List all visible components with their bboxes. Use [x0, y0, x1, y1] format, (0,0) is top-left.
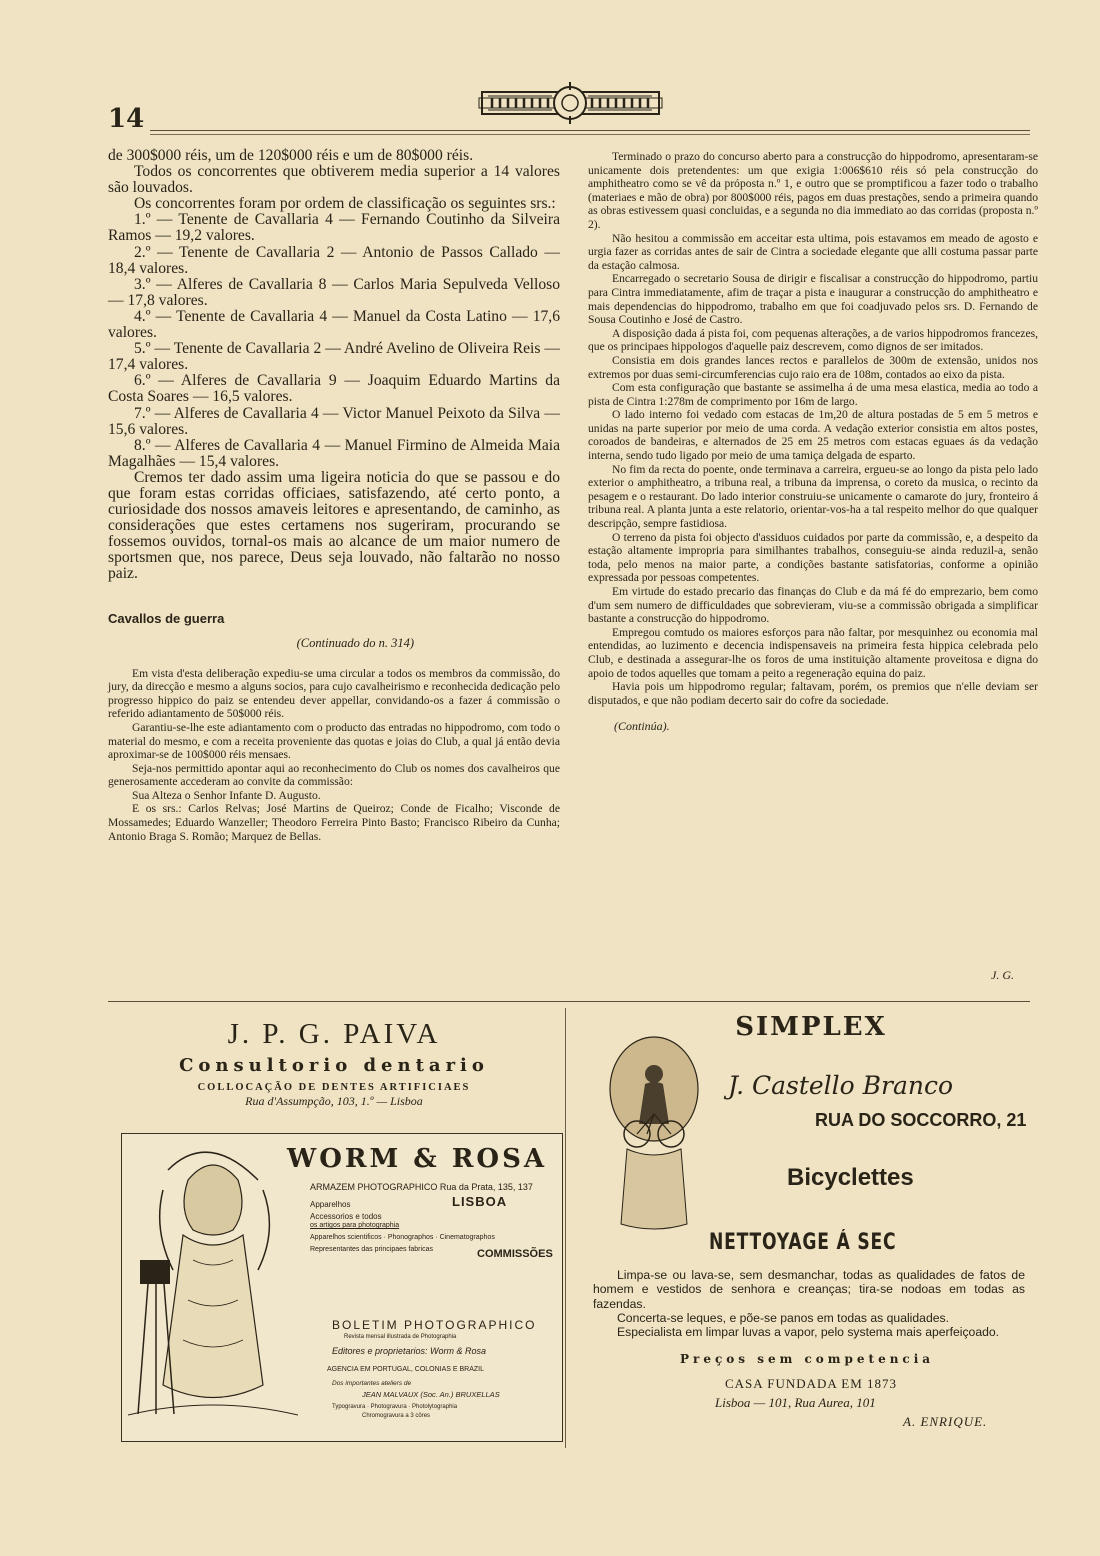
masthead-logo [478, 78, 663, 126]
worm-line4: os artigos para photographia [310, 1222, 400, 1229]
ranking-entry: 2.º — Tenente de Cavallaria 2 — Antonio de Passos Callado — 18,4 valores. [108, 243, 560, 277]
paiva-name: J. P. G. PAIVA [227, 1018, 441, 1050]
worm-line5: Apparelhos scientificos · Phonographos · Cinematographos [310, 1234, 495, 1241]
worm-line3: Accessorios e todos [310, 1212, 382, 1221]
page-number: 14 [108, 104, 145, 134]
paragraph: Seja-nos permittido apontar aqui ao reconhecimento do Club os nomes dos cavalheiros que generosamente accederam ao convite da commissão: [108, 761, 560, 789]
paragraph: Empregou comtudo os maiores esforços para não faltar, por mesquinhez ou economia mal entendidas, ao luzimento e decencia indispensaveis na primeira festa hippica celebrada pelo Club, e destinada a assegurar-lhe os foros de uma instituição altamente proveitosa e digna do apoio de todos aquelles que tomam a peito a regeneração equina do paiz. [588, 625, 1038, 680]
section-title: Cavallos de guerra [108, 610, 225, 626]
boletim-title: BOLETIM PHOTOGRAPHICO [332, 1318, 537, 1332]
results-article [108, 148, 560, 583]
paiva-service: COLLOCAÇÃO DE DENTES ARTIFICIAES [197, 1082, 471, 1093]
ranking-entry: 6.º — Alferes de Cavallaria 9 — Joaquim Eduardo Martins da Costa Soares — 16,5 valores. [108, 372, 560, 406]
casa-fundada: CASA FUNDADA EM 1873 [725, 1376, 898, 1391]
ad-signature: A. ENRIQUE. [903, 1414, 988, 1429]
paragraph: A disposição dada á pista foi, com pequenas alterações, a de varios hippodromos francezes, que os principaes hippologos d'aquelle paiz descrevem, como dignos de ser imitados. [588, 326, 1038, 354]
boletim-ateliers: Dos importantes ateliers de [332, 1380, 412, 1387]
shop-address: Lisboa — 101, Rua Aurea, 101 [715, 1395, 876, 1410]
paragraph: Não hesitou a commissão em acceitar esta ultima, pois estavamos em meado de agosto e urgia fazer as corridas antes de sair de Cintra a sociedade elegante que alli costuma passar parte da estação calmosa. [588, 231, 1038, 272]
worm-city: LISBOA [452, 1194, 508, 1209]
paragraph: Limpa-se ou lava-se, sem desmanchar, todas as qualidades de fatos de homem e vestidos de senhora e creanças; tira-se nodoas em todas as fazendas. [593, 1268, 1025, 1311]
paragraph: Encarregado o secretario Sousa de dirigir e fiscalisar a construcção do hippodromo, partiu para Cintra immediatamente, afim de traçar a pista e inaugurar a construcção do amphitheatro e mais dependencias do hippodromo, trabalho em que foi coadjuvado pelos srs. D. Fernando de Sousa Coutinho e José de Castro. [588, 272, 1038, 327]
worm-rosa-advertisement [121, 1133, 563, 1442]
advertisement-rule [108, 1001, 1030, 1002]
ranking-entry: 4.º — Tenente de Cavallaria 4 — Manuel da Costa Latino — 17,6 valores. [108, 307, 560, 342]
paiva-subtitle: Consultorio dentario [179, 1055, 489, 1076]
paragraph: O lado interno foi vedado com estacas de 1m,20 de altura postadas de 5 em 5 metros e unidas na parte superior por meio de uma corda. A vedação exterior consistia em altos postes, coroados de bandeiras, e alternados de 25 em 25 metros com estacas eguaes ás da vedação interna, sendo tudo ligado por meio de uma tamiça delgada de esparto. [588, 408, 1038, 463]
paragraph: O terreno da pista foi objecto d'assiduos cuidados por parte da commissão, e, a despeito da estação altamente impropria para similhantes trabalhos, conseguiu-se ainda reduzil-a, senão toda, pelo menos na maior parte, a condições bastante satisfatorias, conforme a opinião expressada por pessoas competentes. [588, 530, 1038, 585]
cyclist-illustration [607, 1034, 701, 1232]
ranking-entry: 3.º — Alferes de Cavallaria 8 — Carlos Maria Sepulveda Velloso — 17,8 valores. [108, 275, 560, 309]
paragraph: No fim da recta do poente, onde terminava a carreira, ergueu-se ao longo da pista pelo lado exterior o amphitheatro, a tribuna real, a tribuna da imprensa, o coreto da musica, o recinto da pesagem e o restaurant. Do lado interior construiu-se unicamente o camarote do jury, fronteiro á tribuna real. A planta junta a este relatorio, orientar-vos-ha a tal respeito melhor do que qualquer descripção, sempre fastidiosa. [588, 462, 1038, 531]
cavallos-article [108, 667, 560, 844]
paragraph: Com esta configuração que bastante se assimelha á de uma mesa elastica, media ao todo a pista de Cintra 1:278m de comprimento por 16m de largo. [588, 381, 1038, 408]
hippodromo-article [588, 150, 1038, 707]
simplex-address: RUA DO SOCCORRO, 21 [815, 1110, 1027, 1130]
paragraph: Havia pois um hippodromo regular; faltavam, porém, os premios que n'elle deviam ser disputados, e que não podiam decerto sair do cofre da sociedade. [588, 680, 1038, 707]
paragraph: Todos os concorrentes que obtiverem media superior a 14 valores são louvados. [108, 163, 560, 197]
header-rule-thin [150, 134, 1030, 135]
ranking-entry: 5.º — Tenente de Cavallaria 2 — André Avelino de Oliveira Reis — 17,4 valores. [108, 340, 560, 374]
paragraph: Concerta-se leques, e põe-se panos em todas as qualidades. [617, 1310, 949, 1325]
boletim-editores: Editores e proprietarios: Worm & Rosa [332, 1346, 487, 1356]
continuation-note: (Continuado do n. 314) [296, 635, 414, 650]
paragraph: Consistia em dois grandes lances rectos e parallelos de 300m de extensão, unidos nos extremos por duas semi-circumferencias cujo raio era de 108m, contados ao eixo da pista. [588, 353, 1038, 381]
paragraph: E os srs.: Carlos Relvas; José Martins de Queiroz; Conde de Ficalho; Visconde de Mossamedes; Eduardo Wanzeller; Theodoro Ferreira Pinto Basto; Francisco Ribeiro da Cunha; Antonio Braga S. Romão; Marquez de Bellas. [108, 802, 560, 843]
nettoyage-title: NETTOYAGE Á SEC [709, 1230, 897, 1255]
paiva-address: Rua d'Assumpção, 103, 1.º — Lisboa [245, 1094, 423, 1108]
left-column [108, 148, 560, 843]
paragraph: Garantiu-se-lhe este adiantamento com o producto das entradas no hippodromo, com todo o material do mesmo, e com a receita proveniente das quotas e joias do Club, a qual já então devia aproximar-se de 100$000 réis mensaes. [108, 720, 560, 762]
worm-line1: ARMAZEM PHOTOGRAPHICO Rua da Prata, 135, 137 [310, 1182, 533, 1192]
worm-rosa-title: WORM & ROSA [287, 1144, 548, 1174]
simplex-merchant-name: J. Castello Branco [728, 1071, 954, 1100]
nettoyage-text [593, 1268, 1025, 1339]
boletim-subtitle: Revista mensal illustrada de Photographia [344, 1334, 457, 1340]
paragraph: Cremos ter dado assim uma ligeira noticia do que se passou e do que foram estas corridas officiaes, satisfazendo, até certo ponto, a curiosidade dos nossos amaveis leitores e apresentando, de caminho, as considerações que estes certamens nos sugeriram, procurando se fossemos ouvidos, tornal-os mais ao alcance de um maior numero de sportsmen que, nos parece, Deus seja louvado, não faltarão no nosso paiz. [108, 468, 560, 583]
worm-line6: Representantes das principaes fabricas [310, 1246, 433, 1253]
simplex-product: Bicyclettes [787, 1164, 914, 1191]
ranking-entry: 1.º — Tenente de Cavallaria 4 — Fernando Coutinho da Silveira Ramos — 19,2 valores. [108, 211, 560, 245]
ranking-entry: 8.º — Alferes de Cavallaria 4 — Manuel Firmino de Almeida Maia Magalhães — 15,4 valores. [108, 436, 560, 470]
boletim-typo: Typogravura · Photogravura · Photolytographia [332, 1404, 458, 1410]
boletim-chromo: Chromogravura a 3 côres [362, 1413, 431, 1419]
paiva-advertisement [110, 1012, 558, 1109]
continua-note: (Continúa). [614, 719, 670, 734]
paragraph: Os concorrentes foram por ordem de classificação os seguintes srs.: [134, 195, 556, 213]
right-column [588, 150, 1038, 982]
boletim-agencia: AGENCIA EM PORTUGAL, COLONIAS E BRAZIL [327, 1366, 485, 1373]
precos-slogan: Preços sem competencia [680, 1352, 935, 1366]
simplex-advertisement [585, 1012, 1037, 1429]
paragraph: de 300$000 réis, um de 120$000 réis e um de 80$000 réis. [108, 147, 474, 164]
paragraph: Em vista d'esta deliberação expediu-se uma circular a todos os membros da commissão, do jury, da direcção e mesmo a alguns socios, para cujo cavalheirismo e reconhecida dedicação pelo progresso hippico do paiz se entendeu dever appellar, convidando-os a fazer á commissão o referido adiantamento de 50$000 réis. [108, 666, 560, 721]
worm-line2: Apparelhos [310, 1200, 351, 1209]
paragraph: Terminado o prazo do concurso aberto para a construcção do hippodromo, apresentaram-se unicamente dois pretendentes: um que exigia 1:006$610 réis só pela construcção do amphitheatro como se vê da próposta n.º 1, e outro que se promptificou a fazer todo o trabalho (materiaes e mão de obra) por 800$000 réis, pagos em duas prestações, sendo a primeira quando as obras estivessem quasi concluidas, e a segunda no dia immediato ao das corridas (proposta n.º 2). [588, 150, 1038, 231]
paragraph: Especialista em limpar luvas a vapor, pelo systema mais aperfeiçoado. [617, 1325, 1000, 1340]
advertisement-divider [565, 1008, 566, 1448]
boletim-malvaux: JEAN MALVAUX (Soc. An.) BRUXELLAS [362, 1390, 500, 1399]
paragraph: Sua Alteza o Senhor Infante D. Augusto. [132, 788, 321, 802]
header-rule [150, 130, 1030, 131]
ranking-entry: 7.º — Alferes de Cavallaria 4 — Victor Manuel Peixoto da Silva — 15,6 valores. [108, 404, 560, 438]
paragraph: Em virtude do estado precario das finanças do Club e da má fé do emprezario, bem como d'um sem numero de difficuldades que sobrevieram, viu-se a commissão obrigada a simplificar bastante a construcção do hippodromo. [588, 585, 1038, 626]
art-nouveau-figure-illustration [128, 1140, 298, 1432]
article-signature: J. G. [991, 968, 1014, 982]
worm-commissoes: COMMISSÕES [477, 1248, 553, 1260]
simplex-brand: SIMPLEX [735, 1012, 887, 1042]
